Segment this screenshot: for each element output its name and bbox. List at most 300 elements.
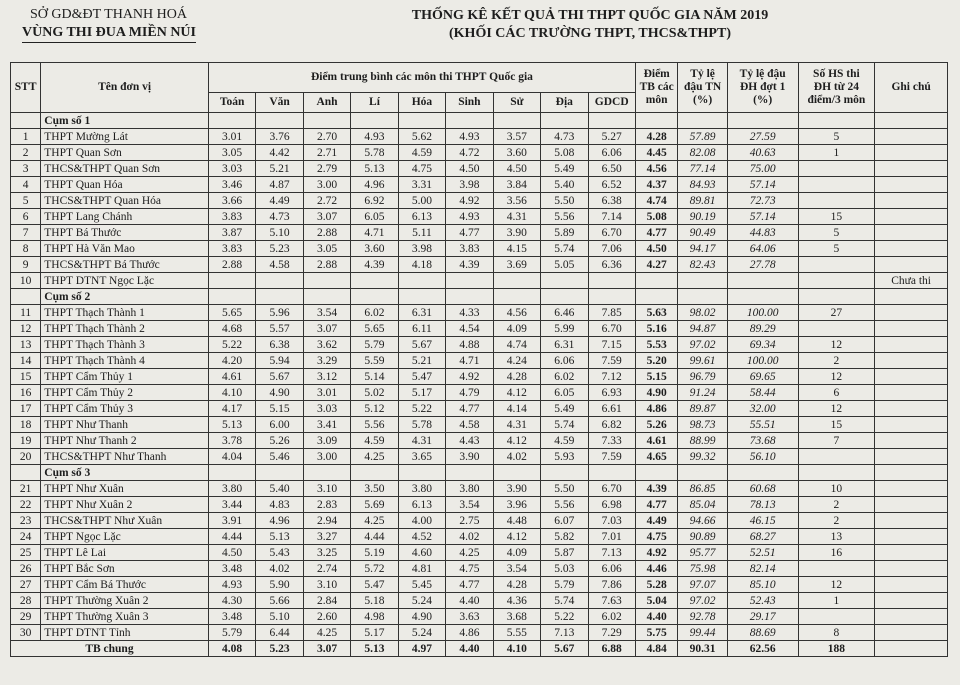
row-subject-score: 4.28 [493, 577, 540, 593]
header-tb-line1: Điểm [643, 68, 670, 80]
row-subject-score: 3.90 [493, 481, 540, 497]
row-stt: 16 [11, 385, 41, 401]
row-pass-rate: 90.89 [678, 529, 727, 545]
row-subject-score: 3.44 [208, 497, 255, 513]
row-stt: 9 [11, 257, 41, 273]
row-note [875, 177, 948, 193]
row-subject-score: 3.98 [398, 241, 445, 257]
header-student-count [798, 63, 875, 113]
row-pass-rate: 91.24 [678, 385, 727, 401]
row-subject-score: 4.40 [446, 593, 493, 609]
row-stt: 29 [11, 609, 41, 625]
row-subject-score: 5.55 [493, 625, 540, 641]
row-subject-score: 4.50 [446, 161, 493, 177]
row-subject-score: 5.21 [256, 161, 303, 177]
row-unit-name: THCS&THPT Như Xuân [41, 513, 209, 529]
row-note [875, 241, 948, 257]
row-subject-score: 5.43 [256, 545, 303, 561]
row-subject-score: 6.05 [541, 385, 588, 401]
row-note [875, 321, 948, 337]
row-note [875, 561, 948, 577]
row-subject-score: 6.02 [588, 609, 635, 625]
row-university-rate: 27.78 [727, 257, 798, 273]
row-subject-score: 4.93 [208, 577, 255, 593]
table-row [11, 545, 948, 561]
row-subject-score: 3.41 [303, 417, 350, 433]
row-subject-score: 4.44 [351, 529, 398, 545]
row-pass-rate: 75.98 [678, 561, 727, 577]
row-subject-score: 4.10 [208, 385, 255, 401]
row-student-count [798, 609, 875, 625]
cluster-empty-cell [256, 465, 303, 481]
row-university-rate: 75.00 [727, 161, 798, 177]
row-subject-score: 5.11 [398, 225, 445, 241]
row-subject-score: 4.31 [493, 209, 540, 225]
row-student-count: 5 [798, 241, 875, 257]
row-subject-score: 6.02 [351, 305, 398, 321]
total-subject-score: 4.40 [446, 641, 493, 657]
row-subject-score: 7.13 [541, 625, 588, 641]
cluster-empty-cell [351, 113, 398, 129]
row-pass-rate: 97.02 [678, 337, 727, 353]
header-university-rate [727, 63, 798, 113]
row-subject-score: 3.84 [493, 177, 540, 193]
row-pass-rate: 82.43 [678, 257, 727, 273]
cluster-empty-cell [351, 465, 398, 481]
row-note [875, 625, 948, 641]
row-subject-score: 4.15 [493, 241, 540, 257]
table-row [11, 161, 948, 177]
row-university-rate: 44.83 [727, 225, 798, 241]
cluster-empty-cell [541, 113, 588, 129]
cluster-empty-cell [303, 465, 350, 481]
row-pass-rate: 99.44 [678, 625, 727, 641]
cluster-stt [11, 113, 41, 129]
total-subject-score: 4.97 [398, 641, 445, 657]
row-subject-score: 3.96 [493, 497, 540, 513]
row-unit-name: THPT Quan Sơn [41, 145, 209, 161]
row-pass-rate: 85.04 [678, 497, 727, 513]
row-note [875, 161, 948, 177]
cluster-empty-cell [541, 289, 588, 305]
row-subject-score: 2.83 [303, 497, 350, 513]
row-note [875, 145, 948, 161]
cluster-empty-cell [398, 289, 445, 305]
row-subject-score: 3.68 [493, 609, 540, 625]
row-subject-score: 6.02 [541, 369, 588, 385]
row-student-count [798, 177, 875, 193]
header-note: Ghi chú [875, 63, 948, 113]
cluster-empty-cell [493, 289, 540, 305]
header-tb-score [635, 63, 677, 113]
cluster-label: Cụm số 3 [41, 465, 209, 481]
row-student-count: 5 [798, 225, 875, 241]
row-university-rate: 40.63 [727, 145, 798, 161]
row-stt: 20 [11, 449, 41, 465]
header-stt: STT [11, 63, 41, 113]
row-unit-name: THPT Lê Lai [41, 545, 209, 561]
row-subject-score: 3.12 [303, 369, 350, 385]
table-row [11, 241, 948, 257]
row-subject-score: 3.10 [303, 577, 350, 593]
row-stt: 2 [11, 145, 41, 161]
table-row [11, 353, 948, 369]
row-subject-score: 5.05 [541, 257, 588, 273]
row-pass-rate: 86.85 [678, 481, 727, 497]
row-university-rate: 32.00 [727, 401, 798, 417]
table-row [11, 177, 948, 193]
row-note [875, 577, 948, 593]
row-tb-score: 4.75 [635, 529, 677, 545]
row-subject-score: 4.92 [446, 193, 493, 209]
row-subject-score: 4.60 [398, 545, 445, 561]
row-note [875, 481, 948, 497]
row-pass-rate [678, 273, 727, 289]
total-subject-score: 3.07 [303, 641, 350, 657]
row-subject-score: 4.59 [541, 433, 588, 449]
row-subject-score: 4.96 [256, 513, 303, 529]
cluster-empty-cell [727, 289, 798, 305]
row-subject-score: 5.79 [541, 577, 588, 593]
row-subject-score: 3.00 [303, 177, 350, 193]
row-subject-score: 4.90 [256, 385, 303, 401]
row-subject-score: 2.88 [303, 225, 350, 241]
row-stt: 10 [11, 273, 41, 289]
row-subject-score: 6.36 [588, 257, 635, 273]
table-row [11, 513, 948, 529]
row-university-rate: 69.34 [727, 337, 798, 353]
row-subject-score: 7.59 [588, 449, 635, 465]
row-subject-score: 4.33 [446, 305, 493, 321]
row-subject-score: 5.99 [541, 321, 588, 337]
row-subject-score: 5.69 [351, 497, 398, 513]
row-subject-score: 4.52 [398, 529, 445, 545]
row-subject-score [588, 273, 635, 289]
row-subject-score: 3.80 [208, 481, 255, 497]
row-stt: 21 [11, 481, 41, 497]
row-subject-score: 3.90 [446, 449, 493, 465]
row-subject-score: 5.56 [541, 209, 588, 225]
table-row [11, 593, 948, 609]
row-subject-score: 4.54 [446, 321, 493, 337]
row-subject-score: 3.31 [398, 177, 445, 193]
row-university-rate: 46.15 [727, 513, 798, 529]
row-stt: 3 [11, 161, 41, 177]
row-subject-score: 6.61 [588, 401, 635, 417]
header-pass-rate [678, 63, 727, 113]
row-pass-rate: 90.19 [678, 209, 727, 225]
row-unit-name: THPT Ngọc Lặc [41, 529, 209, 545]
row-stt: 13 [11, 337, 41, 353]
total-university-rate: 62.56 [727, 641, 798, 657]
row-subject-score: 5.19 [351, 545, 398, 561]
row-student-count [798, 273, 875, 289]
cluster-empty-cell [875, 289, 948, 305]
table-row [11, 401, 948, 417]
row-subject-score: 3.07 [303, 321, 350, 337]
row-subject-score: 6.70 [588, 225, 635, 241]
row-subject-score [541, 273, 588, 289]
row-subject-score: 4.31 [493, 417, 540, 433]
row-subject-score: 4.50 [493, 161, 540, 177]
row-subject-score: 5.08 [541, 145, 588, 161]
row-subject-score: 4.09 [493, 545, 540, 561]
table-row [11, 321, 948, 337]
row-subject-score: 3.25 [303, 545, 350, 561]
table-row [11, 609, 948, 625]
row-university-rate: 88.69 [727, 625, 798, 641]
row-stt: 7 [11, 225, 41, 241]
row-pass-rate: 99.61 [678, 353, 727, 369]
row-pass-rate: 84.93 [678, 177, 727, 193]
row-subject-score: 3.56 [493, 193, 540, 209]
total-subject-score: 5.13 [351, 641, 398, 657]
row-tb-score: 5.63 [635, 305, 677, 321]
row-subject-score: 6.38 [588, 193, 635, 209]
row-pass-rate: 94.87 [678, 321, 727, 337]
row-subject-score: 5.22 [398, 401, 445, 417]
row-tb-score: 5.26 [635, 417, 677, 433]
row-student-count [798, 449, 875, 465]
table-row [11, 577, 948, 593]
row-subject-score: 5.62 [398, 129, 445, 145]
cluster-empty-cell [635, 113, 677, 129]
row-university-rate: 60.68 [727, 481, 798, 497]
row-unit-name: THPT Thường Xuân 2 [41, 593, 209, 609]
row-subject-score: 5.78 [351, 145, 398, 161]
row-subject-score: 5.13 [351, 161, 398, 177]
table-row [11, 449, 948, 465]
row-stt: 24 [11, 529, 41, 545]
cluster-empty-cell [875, 465, 948, 481]
row-subject-score: 3.91 [208, 513, 255, 529]
cluster-empty-cell [678, 465, 727, 481]
row-tb-score: 5.15 [635, 369, 677, 385]
row-subject-score: 2.88 [303, 257, 350, 273]
total-row [11, 641, 948, 657]
cluster-empty-cell [727, 465, 798, 481]
row-subject-score: 7.06 [588, 241, 635, 257]
row-note [875, 353, 948, 369]
row-unit-name: THPT Thạch Thành 4 [41, 353, 209, 369]
row-tb-score: 4.86 [635, 401, 677, 417]
row-subject-score: 2.72 [303, 193, 350, 209]
row-subject-score: 4.12 [493, 529, 540, 545]
row-subject-score: 5.90 [256, 577, 303, 593]
row-subject-score: 6.50 [588, 161, 635, 177]
row-subject-score: 6.38 [256, 337, 303, 353]
row-subject-score: 4.12 [493, 433, 540, 449]
total-note [875, 641, 948, 657]
row-subject-score: 7.29 [588, 625, 635, 641]
row-subject-score: 4.74 [493, 337, 540, 353]
table-row [11, 257, 948, 273]
department-name: SỞ GD&ĐT THANH HOÁ [30, 7, 187, 22]
row-subject-score: 4.17 [208, 401, 255, 417]
row-student-count: 10 [798, 481, 875, 497]
row-subject-score: 5.89 [541, 225, 588, 241]
cluster-empty-cell [446, 465, 493, 481]
row-tb-score: 5.08 [635, 209, 677, 225]
row-tb-score: 4.40 [635, 609, 677, 625]
row-tb-score: 4.77 [635, 497, 677, 513]
row-tb-score: 4.45 [635, 145, 677, 161]
row-subject-score: 3.05 [303, 241, 350, 257]
row-note [875, 369, 948, 385]
row-subject-score: 3.57 [493, 129, 540, 145]
cluster-empty-cell [588, 113, 635, 129]
cluster-empty-cell [303, 113, 350, 129]
row-subject-score: 6.06 [588, 145, 635, 161]
cluster-empty-cell [208, 289, 255, 305]
row-subject-score: 2.70 [303, 129, 350, 145]
cluster-empty-cell [635, 465, 677, 481]
row-subject-score: 6.07 [541, 513, 588, 529]
row-pass-rate: 99.32 [678, 449, 727, 465]
row-subject-score: 3.29 [303, 353, 350, 369]
row-university-rate: 89.29 [727, 321, 798, 337]
row-stt: 1 [11, 129, 41, 145]
row-student-count: 1 [798, 593, 875, 609]
row-subject-score: 4.59 [398, 145, 445, 161]
table-row [11, 433, 948, 449]
total-subject-score: 5.23 [256, 641, 303, 657]
row-subject-score: 5.79 [208, 625, 255, 641]
row-university-rate: 69.65 [727, 369, 798, 385]
row-pass-rate: 94.17 [678, 241, 727, 257]
cluster-empty-cell [727, 113, 798, 129]
header-unit-name: Tên đơn vị [41, 63, 209, 113]
row-tb-score: 4.90 [635, 385, 677, 401]
row-subject-score: 3.01 [303, 385, 350, 401]
cluster-empty-cell [208, 113, 255, 129]
row-note [875, 417, 948, 433]
row-stt: 14 [11, 353, 41, 369]
row-subject-score: 5.57 [256, 321, 303, 337]
row-unit-name: THPT Như Thanh [41, 417, 209, 433]
cluster-empty-cell [541, 465, 588, 481]
row-note [875, 513, 948, 529]
cluster-stt [11, 289, 41, 305]
row-stt: 28 [11, 593, 41, 609]
row-tb-score: 5.75 [635, 625, 677, 641]
row-unit-name: THCS&THPT Bá Thước [41, 257, 209, 273]
row-subject-score: 4.71 [446, 353, 493, 369]
cluster-empty-cell [493, 113, 540, 129]
row-note [875, 305, 948, 321]
row-subject-score: 4.31 [398, 433, 445, 449]
row-subject-score [493, 273, 540, 289]
row-university-rate: 72.73 [727, 193, 798, 209]
row-subject-score: 3.54 [493, 561, 540, 577]
row-pass-rate: 77.14 [678, 161, 727, 177]
row-subject-score: 2.79 [303, 161, 350, 177]
total-tb-score: 4.84 [635, 641, 677, 657]
row-subject-score: 3.50 [351, 481, 398, 497]
table-row [11, 145, 948, 161]
row-tb-score: 4.39 [635, 481, 677, 497]
row-subject-score: 5.00 [398, 193, 445, 209]
row-unit-name: THPT Thạch Thành 2 [41, 321, 209, 337]
row-subject-score: 4.42 [256, 145, 303, 161]
row-subject-score: 5.26 [256, 433, 303, 449]
row-student-count [798, 257, 875, 273]
row-subject-score: 4.39 [351, 257, 398, 273]
row-university-rate [727, 273, 798, 289]
row-student-count: 16 [798, 545, 875, 561]
row-student-count: 15 [798, 209, 875, 225]
row-subject-score: 4.83 [256, 497, 303, 513]
row-pass-rate: 89.81 [678, 193, 727, 209]
header-tb-line2: TB các [639, 81, 674, 93]
row-subject-score: 4.02 [256, 561, 303, 577]
row-unit-name: THCS&THPT Quan Hóa [41, 193, 209, 209]
row-subject-score: 4.75 [398, 161, 445, 177]
row-subject-score: 3.87 [208, 225, 255, 241]
row-subject-score: 4.09 [493, 321, 540, 337]
row-subject-score: 3.62 [303, 337, 350, 353]
row-subject-score: 4.77 [446, 225, 493, 241]
row-subject-score: 4.81 [398, 561, 445, 577]
header-subject: Toán [208, 93, 255, 113]
row-subject-score: 5.56 [351, 417, 398, 433]
row-university-rate: 82.14 [727, 561, 798, 577]
row-university-rate: 100.00 [727, 353, 798, 369]
row-pass-rate: 82.08 [678, 145, 727, 161]
row-subject-score: 5.49 [541, 401, 588, 417]
row-student-count [798, 193, 875, 209]
row-subject-score: 4.48 [493, 513, 540, 529]
header-tn-line2: đậu TN [684, 81, 722, 93]
row-university-rate: 78.13 [727, 497, 798, 513]
header-dh-line1: Tỷ lệ đậu [739, 68, 786, 80]
row-subject-score: 7.33 [588, 433, 635, 449]
row-student-count: 12 [798, 577, 875, 593]
cluster-empty-cell [398, 465, 445, 481]
row-tb-score: 5.16 [635, 321, 677, 337]
row-subject-score: 6.52 [588, 177, 635, 193]
row-subject-score: 4.72 [446, 145, 493, 161]
row-university-rate: 27.59 [727, 129, 798, 145]
row-note [875, 593, 948, 609]
row-subject-score: 3.46 [208, 177, 255, 193]
row-pass-rate: 95.77 [678, 545, 727, 561]
row-university-rate: 55.51 [727, 417, 798, 433]
header-subject: Sinh [446, 93, 493, 113]
row-university-rate: 29.17 [727, 609, 798, 625]
row-tb-score: 4.92 [635, 545, 677, 561]
table-row [11, 561, 948, 577]
row-subject-score: 5.93 [541, 449, 588, 465]
row-stt: 25 [11, 545, 41, 561]
row-subject-score: 5.56 [541, 497, 588, 513]
row-stt: 17 [11, 401, 41, 417]
table-row [11, 305, 948, 321]
row-stt: 15 [11, 369, 41, 385]
row-subject-score: 6.13 [398, 209, 445, 225]
row-university-rate: 73.68 [727, 433, 798, 449]
cluster-row [11, 289, 948, 305]
cluster-empty-cell [635, 289, 677, 305]
row-subject-score: 5.13 [256, 529, 303, 545]
row-subject-score: 3.60 [351, 241, 398, 257]
row-university-rate: 52.43 [727, 593, 798, 609]
cluster-empty-cell [351, 289, 398, 305]
row-subject-score [446, 273, 493, 289]
row-subject-score: 4.44 [208, 529, 255, 545]
row-unit-name: THPT Như Xuân [41, 481, 209, 497]
row-student-count: 6 [798, 385, 875, 401]
